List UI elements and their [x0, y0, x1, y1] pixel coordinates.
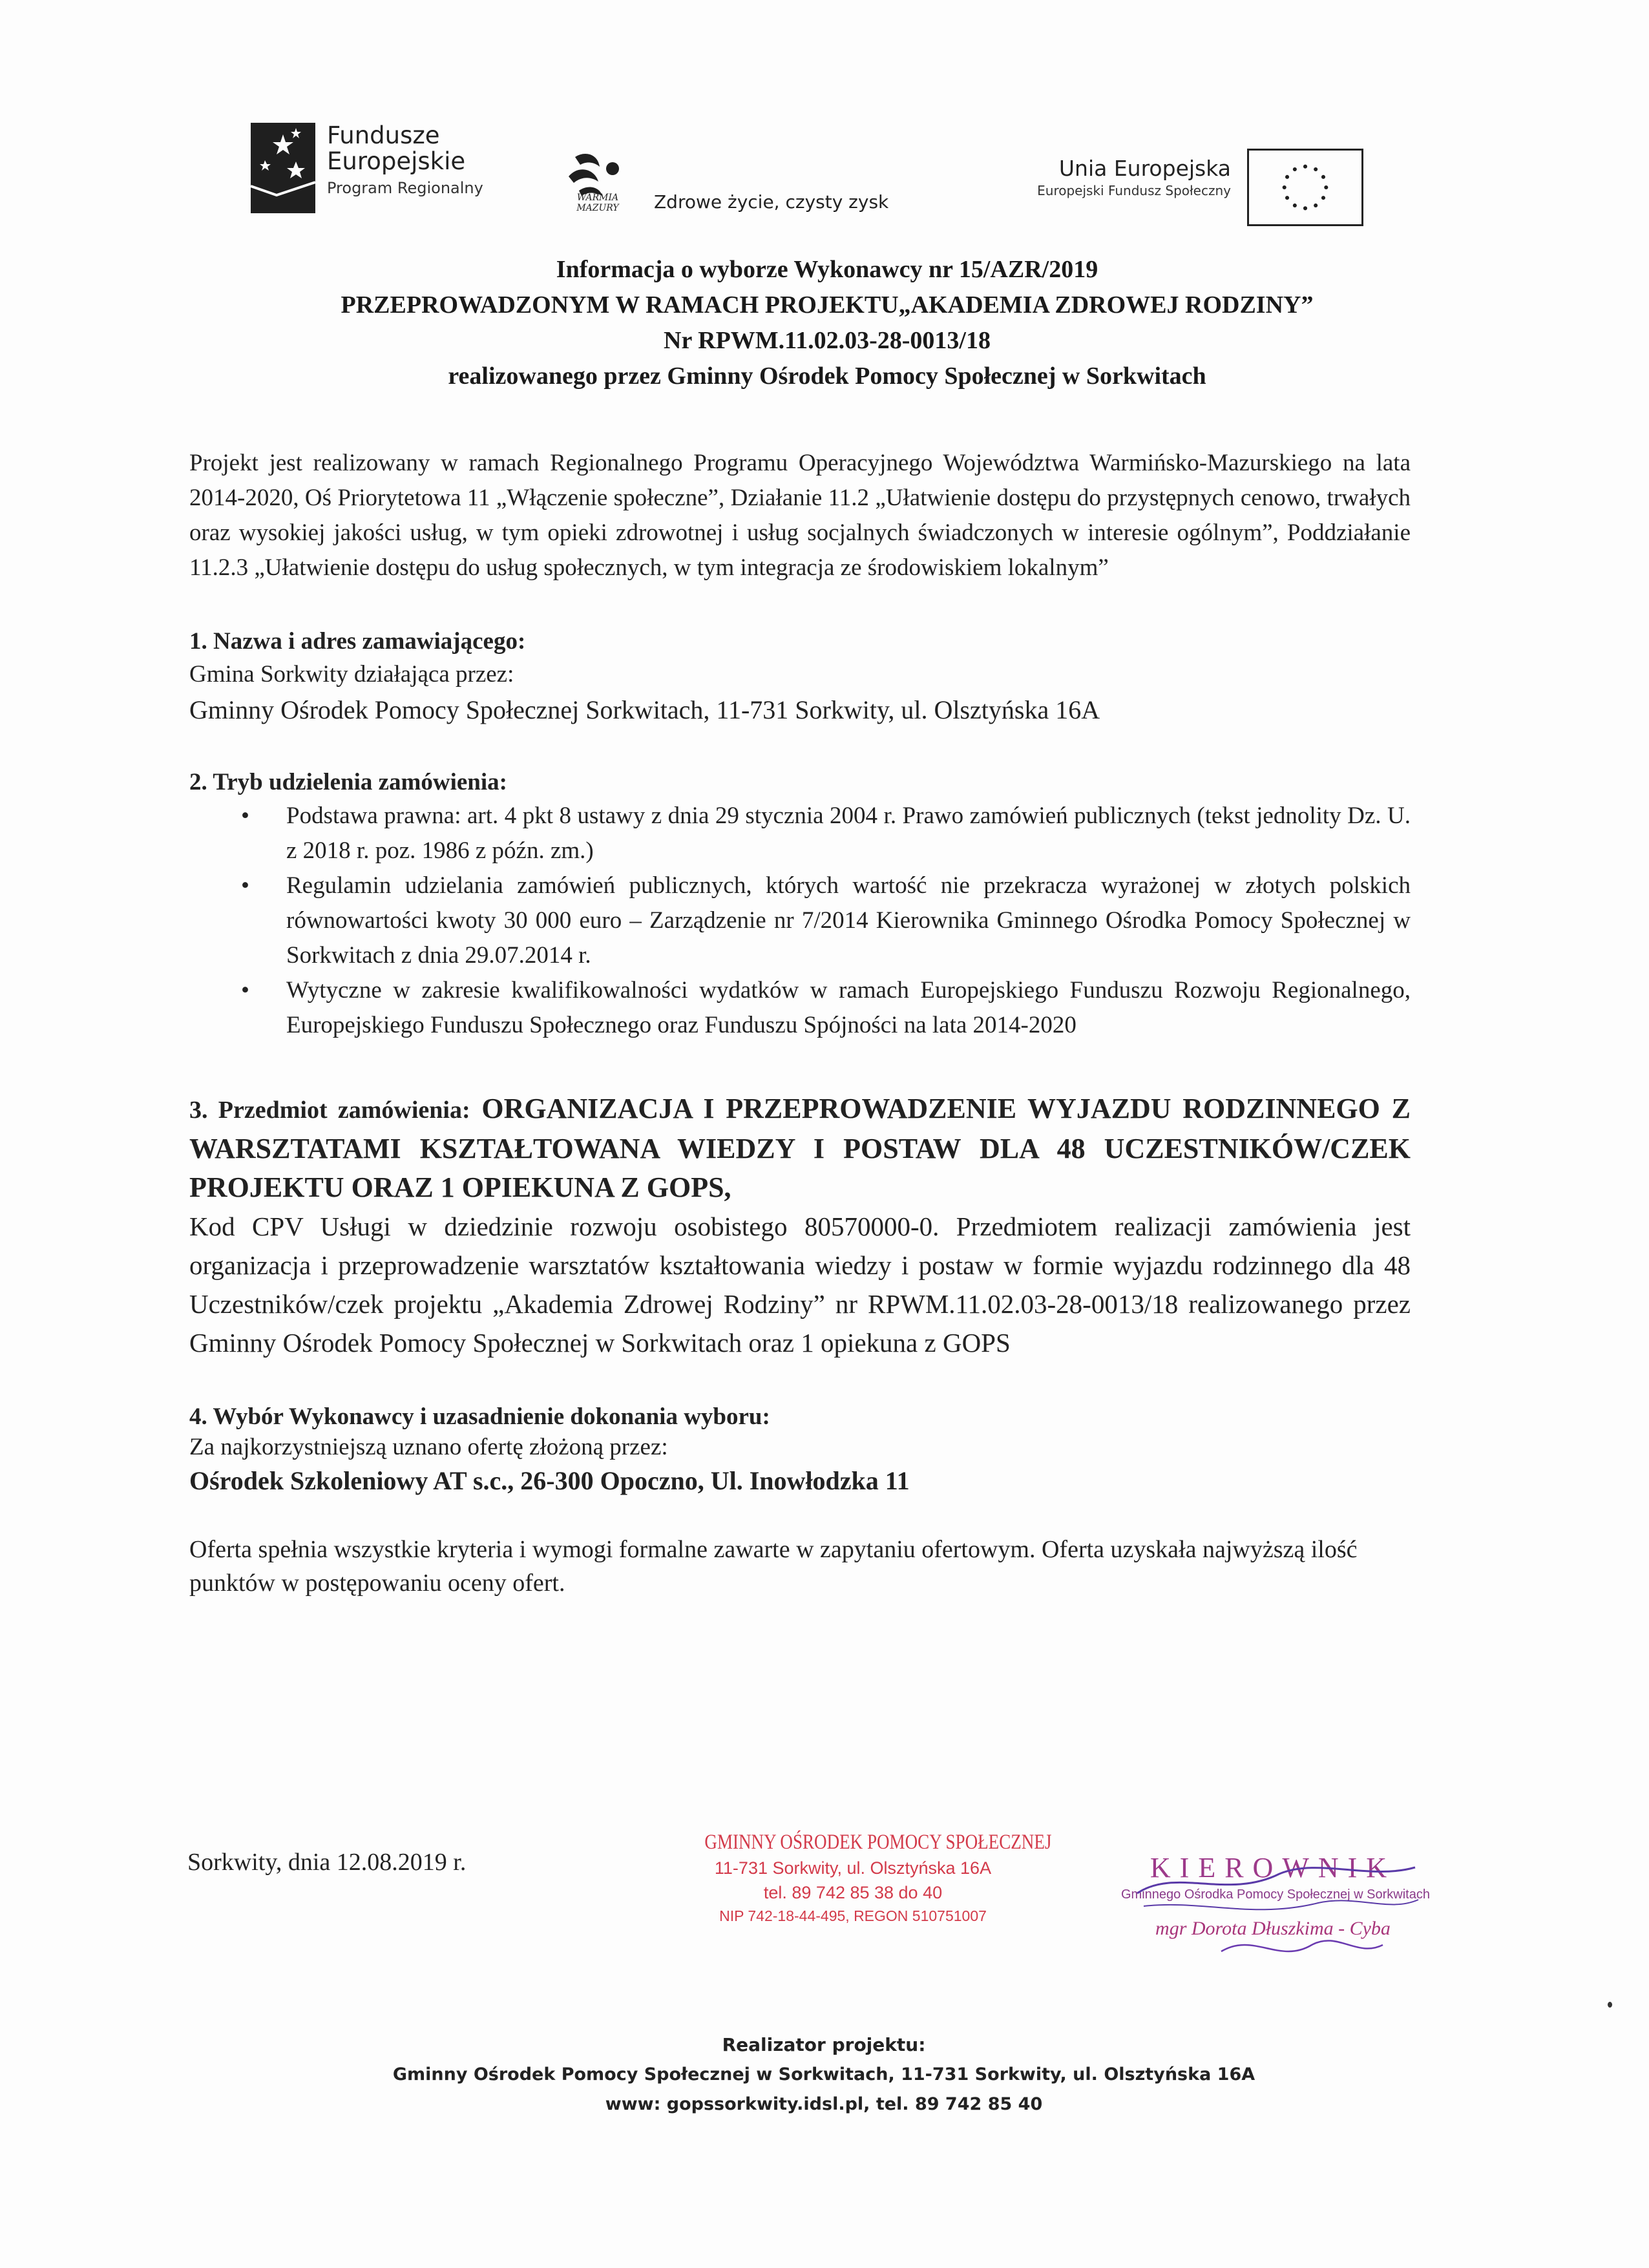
eu-star-icon — [1303, 206, 1307, 210]
eu-star-icon — [1285, 196, 1289, 200]
footer-contact: www: gopssorkwity.idsl.pl, tel. 89 742 85 40 — [605, 2094, 1043, 2114]
bullet-icon: • — [241, 977, 249, 1003]
section-4-line-1: Za najkorzystniejszą uznano ofertę złożoną przez: — [189, 1434, 668, 1460]
section-1-line-1: Gmina Sorkwity działająca przez: — [189, 661, 514, 688]
unia-europejska-text — [1037, 156, 1231, 200]
document-body — [189, 446, 1411, 1600]
list-item — [241, 799, 1411, 868]
fe-logo-line1: Fundusze — [327, 121, 440, 149]
eu-star-icon — [1321, 196, 1325, 200]
wm-logo-line1: WARMIA — [576, 193, 619, 203]
document-title — [162, 252, 1493, 394]
eu-star-icon — [1293, 167, 1297, 171]
eu-star-icon — [1324, 185, 1328, 189]
section-3-heading — [189, 1089, 1411, 1207]
ue-logo-line1: Unia Europejska — [1058, 156, 1231, 181]
list-item — [241, 973, 1411, 1043]
eu-star-icon — [1303, 165, 1307, 169]
title-line-4: realizowanego przez Gminny Ośrodek Pomocy Społecznej w Sorkwitach — [448, 362, 1206, 390]
list-item-text: Regulamin udzielania zamówień publicznych, których wartość nie przekracza wyrażonej w złotych polskich równowartości kwoty 30 000 euro – Zarządzenie nr 7/2014 Kierownika Gminnego Ośrodka Pomocy Społecznej w Sorkwitach z dnia 29.07.2014 r. — [286, 872, 1411, 969]
fundusze-europejskie-emblem-icon — [251, 123, 315, 213]
list-item — [241, 868, 1411, 973]
stamp-office-name: GMINNY OŚRODEK POMOCY SPOŁECZNEJ — [704, 1831, 1052, 1854]
bullet-icon: • — [241, 803, 249, 829]
wm-logo-line2: MAZURY — [576, 203, 619, 213]
section-1-line-2: Gminny Ośrodek Pomocy Społecznej Sorkwitach, 11-731 Sorkwity, ul. Olsztyńska 16A — [189, 695, 1100, 724]
eu-star-icon — [1321, 175, 1325, 179]
eu-star-icon — [1314, 204, 1318, 207]
section-4-heading: 4. Wybór Wykonawcy i uzasadnienie dokonania wyboru: — [189, 1403, 770, 1430]
list-item-text: Podstawa prawna: art. 4 pkt 8 ustawy z dnia 29 stycznia 2004 r. Prawo zamówień publicznych (tekst jednolity Dz. U. z 2018 r. poz. 1986 z późn. zm.) — [286, 803, 1411, 864]
warmia-mazury-logo — [562, 141, 924, 225]
section-3-subject: ORGANIZACJA I PRZEPROWADZENIE WYJAZDU RODZINNEGO Z WARSZTATAMI KSZTAŁTOWANA WIEDZY I POSTAW DLA 48 UCZESTNIKÓW/CZEK PROJEKTU ORAZ 1 OPIEKUNA Z GOPS, — [189, 1093, 1411, 1203]
eu-star-icon — [1283, 185, 1287, 189]
section-3-label: 3. Przedmiot zamówienia: — [189, 1097, 470, 1124]
stamp-ids: NIP 742-18-44-495, REGON 510751007 — [719, 1907, 987, 1924]
list-item-text: Wytyczne w zakresie kwalifikowalności wydatków w ramach Europejskiego Funduszu Rozwoju Regionalnego, Europejskiego Funduszu Społecznego oraz Funduszu Spójności na lata 2014-2020 — [286, 977, 1411, 1038]
title-line-2: PRZEPROWADZONYM W RAMACH PROJEKTU„AKADEMIA ZDROWEJ RODZINY” — [341, 291, 1314, 319]
stamp-address: 11-731 Sorkwity, ul. Olsztyńska 16A — [714, 1858, 992, 1878]
unia-europejska-logo — [982, 149, 1370, 233]
footer-address: Gminny Ośrodek Pomocy Społecznej w Sorkwitach, 11-731 Sorkwity, ul. Olsztyńska 16A — [392, 2064, 1255, 2084]
section-2-heading: 2. Tryb udzielenia zamówienia: — [189, 769, 507, 795]
signature-stamp-name: mgr Dorota Dłuszkima - Cyba — [1155, 1918, 1391, 1939]
signature-stamp-subtitle: Gminnego Ośrodka Pomocy Społecznej w Sorkwitach — [1121, 1887, 1430, 1902]
fe-logo-line2: Europejskie — [327, 147, 466, 175]
bullet-icon: • — [241, 872, 249, 899]
title-line-3: Nr RPWM.11.02.03-28-0013/18 — [664, 327, 991, 354]
eu-flag-icon — [1247, 149, 1363, 226]
section-1-heading: 1. Nazwa i adres zamawiającego: — [189, 628, 526, 655]
warmia-mazury-slogan: Zdrowe życie, czysty zysk — [654, 191, 889, 213]
fe-logo-line3: Program Regionalny — [327, 179, 483, 197]
footer — [194, 2030, 1454, 2119]
project-intro-paragraph: Projekt jest realizowany w ramach Regionalnego Programu Operacyjnego Województwa Warmińsko-Mazurskiego na lata 2014-2020, Oś Priorytetowa 11 „Włączenie społeczne”, Działanie 11.2 „Ułatwienie dostępu do przystępnych cenowo, trwałych oraz wysokiej jakości usług, w tym opieki zdrowotnej i usług socjalnych świadczonych w interesie ogólnym”, Poddziałanie 11.2.3 „Ułatwienie dostępu do usług społecznych, w tym integracja ze środowiskiem lokalnym” — [189, 450, 1411, 581]
handwritten-signature-icon — [1124, 1854, 1422, 1984]
eu-star-icon — [1314, 167, 1318, 171]
footer-label: Realizator projektu: — [722, 2034, 926, 2055]
office-stamp — [672, 1829, 1052, 1927]
section-3-body: Kod CPV Usługi w dziedzinie rozwoju osobistego 80570000-0. Przedmiotem realizacji zamówienia jest organizacja i przeprowadzenie warsztatów kształtowania wiedzy i postaw w formie wyjazdu rodzinnego dla 48 Uczestników/czek projektu „Akademia Zdrowej Rodziny” nr RPWM.11.02.03-28-0013/18 realizowanego przez Gminny Ośrodek Pomocy Społecznej w Sorkwitach oraz 1 opiekuna z GOPS — [189, 1212, 1411, 1358]
date-line: Sorkwity, dnia 12.08.2019 r. — [187, 1849, 467, 1876]
eu-star-icon — [1293, 204, 1297, 207]
stamp-phone: tel. 89 742 85 38 do 40 — [763, 1883, 943, 1902]
signature-stamp-title: KIEROWNIK — [1150, 1852, 1396, 1884]
ue-logo-line2: Europejski Fundusz Społeczny — [1037, 183, 1231, 198]
fundusze-europejskie-text — [327, 123, 483, 199]
section-2-list — [241, 799, 1411, 1043]
justification-paragraph: Oferta spełnia wszystkie kryteria i wymogi formalne zawarte w zapytaniu ofertowym. Oferta uzyskała najwyższą ilość punktów w postępowaniu oceny ofert. — [189, 1536, 1358, 1597]
scan-speck — [1608, 2002, 1612, 2008]
title-line-1: Informacja o wyborze Wykonawcy nr 15/AZR/2019 — [556, 256, 1098, 283]
section-4-winner: Ośrodek Szkoleniowy AT s.c., 26-300 Opoczno, Ul. Inowłodzka 11 — [189, 1466, 910, 1495]
eu-star-icon — [1285, 175, 1289, 179]
warmia-mazury-wordmark — [562, 193, 633, 213]
